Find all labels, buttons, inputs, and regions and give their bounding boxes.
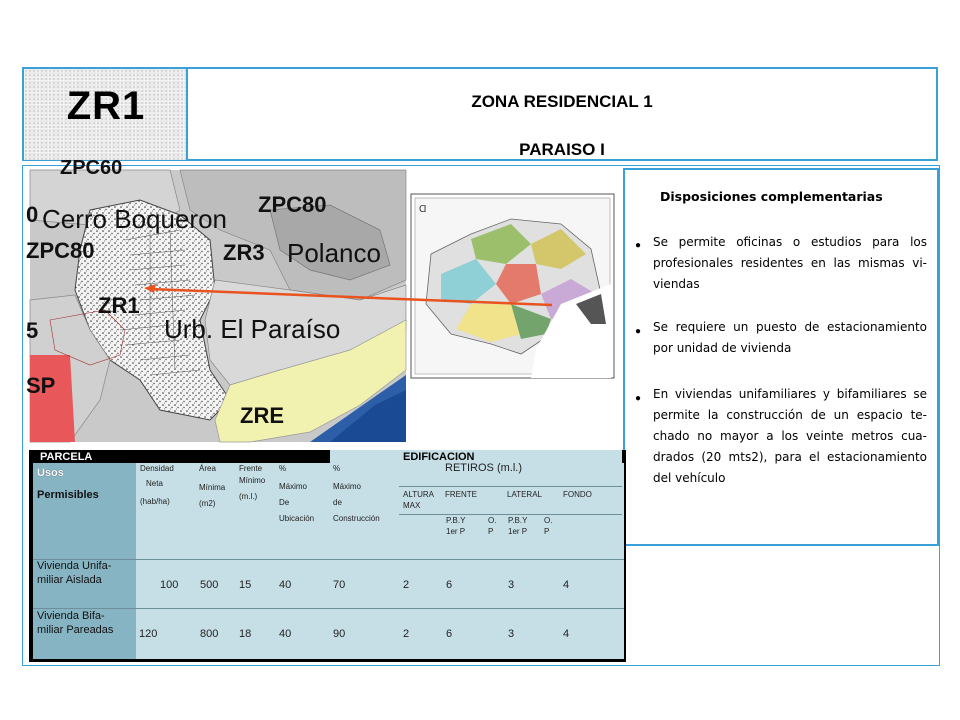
usos-label: Usos	[37, 467, 64, 479]
op-1b: P	[488, 527, 494, 536]
svg-text:SP: SP	[26, 373, 56, 398]
row1-densidad: 100	[160, 579, 179, 591]
svg-text:ZPC80: ZPC80	[26, 238, 95, 263]
row1-uso-2: miliar Aislada	[37, 574, 102, 586]
svg-text:ZR3: ZR3	[223, 240, 265, 265]
retiro-lateral-header: LATERAL	[507, 490, 542, 499]
col-area-1: Área	[199, 464, 216, 473]
row1-area: 500	[200, 579, 219, 591]
row2-altura: 2	[403, 628, 410, 640]
row2-uso-2: miliar Pareadas	[37, 624, 114, 636]
row1-ubic: 40	[279, 579, 292, 591]
col-frente-1: Frente	[239, 464, 263, 473]
col-ubic-3: De	[279, 498, 290, 507]
row2-densidad: 120	[139, 628, 158, 640]
svg-text:ZPC60: ZPC60	[60, 157, 123, 179]
row2-const: 90	[333, 628, 346, 640]
row-divider	[33, 608, 624, 609]
permisibles-label: Permisibles	[37, 489, 99, 501]
pby-2a: P.B.Y	[508, 516, 528, 525]
retiros-header: RETIROS (m.l.)	[445, 462, 522, 474]
col-const-4: Construcción	[333, 514, 380, 523]
row2-fondo: 4	[563, 628, 570, 640]
row1-ret-frente: 6	[446, 579, 453, 591]
location-arrow	[140, 280, 560, 310]
col-ubic-4: Ubicación	[279, 514, 315, 523]
col-ubic-1: %	[279, 464, 287, 473]
row-divider	[33, 559, 624, 560]
svg-text:0: 0	[26, 202, 39, 227]
row1-const: 70	[333, 579, 346, 591]
svg-text:ZPC80: ZPC80	[258, 192, 327, 217]
col-const-3: de	[333, 498, 342, 507]
col-frente-3: (m.l.)	[239, 492, 258, 501]
edificacion-header: EDIFICACION	[403, 451, 475, 463]
col-ubic-2: Máximo	[279, 482, 308, 491]
row1-uso-1: Vivienda Unifa-	[37, 560, 112, 572]
col-frente-2: Mínimo	[239, 476, 266, 485]
svg-text:ZR1: ZR1	[98, 293, 140, 318]
col-area-3: (m2)	[199, 499, 216, 508]
svg-text:Cerro Boqueron: Cerro Boqueron	[42, 204, 227, 234]
pby-1b: 1er P	[446, 527, 466, 536]
col-const-2: Máximo	[333, 482, 362, 491]
svg-text:Polanco: Polanco	[287, 238, 381, 268]
retiro-fondo-header: FONDO	[563, 490, 592, 499]
row2-ret-frente: 6	[446, 628, 453, 640]
parcela-header: PARCELA	[40, 451, 93, 463]
svg-text:Ɑ: Ɑ	[419, 204, 427, 215]
op-2b: P	[544, 527, 550, 536]
zone-subtitle: PARAISO I	[519, 140, 605, 159]
col-densidad-1: Densidad	[140, 464, 174, 473]
row1-altura: 2	[403, 579, 410, 591]
op-1a: O.	[488, 516, 497, 525]
row1-lateral: 3	[508, 579, 515, 591]
row1-frente: 15	[239, 579, 252, 591]
bullet-icon: ●	[635, 326, 642, 337]
svg-text:ZRE: ZRE	[240, 403, 284, 428]
col-densidad-2: Neta	[146, 479, 163, 488]
pby-1a: P.B.Y	[446, 516, 466, 525]
col-const-1: %	[333, 464, 341, 473]
zone-title: ZONA RESIDENCIAL 1	[471, 92, 653, 111]
disposicion-item: Se requiere un puesto de estacionamiento por unidad de vivienda	[653, 320, 927, 355]
disposicion-item: Se permite oficinas o estudios para los profesionales residentes en las mismas vi-viendas	[653, 235, 927, 291]
bullet-icon: ●	[635, 393, 642, 404]
row2-lateral: 3	[508, 628, 515, 640]
col-densidad-3: (hab/ha)	[140, 497, 170, 506]
altura-1: ALTURA	[403, 490, 434, 499]
row2-ubic: 40	[279, 628, 292, 640]
row1-fondo: 4	[563, 579, 570, 591]
op-2a: O.	[544, 516, 553, 525]
row2-uso-1: Vivienda Bifa-	[37, 610, 105, 622]
disposicion-item: En viviendas unifamiliares y bifamiliares se permite la construcción de un espacio te-chado no mayor a los veinte metros cua-drados (20 mts2), para el estacionamiento del vehículo	[653, 387, 927, 485]
svg-text:Urb. El Paraíso: Urb. El Paraíso	[164, 314, 341, 344]
svg-text:5: 5	[26, 318, 39, 343]
bullet-icon: ●	[635, 240, 642, 251]
zone-code: ZR1	[66, 84, 146, 128]
disposiciones-title: Disposiciones complementarias	[660, 189, 883, 204]
col-area-2: Mínima	[199, 483, 226, 492]
altura-2: MAX	[403, 501, 421, 510]
pby-2b: 1er P	[508, 527, 528, 536]
row2-frente: 18	[239, 628, 252, 640]
retiro-frente-header: FRENTE	[445, 490, 477, 499]
row2-area: 800	[200, 628, 219, 640]
